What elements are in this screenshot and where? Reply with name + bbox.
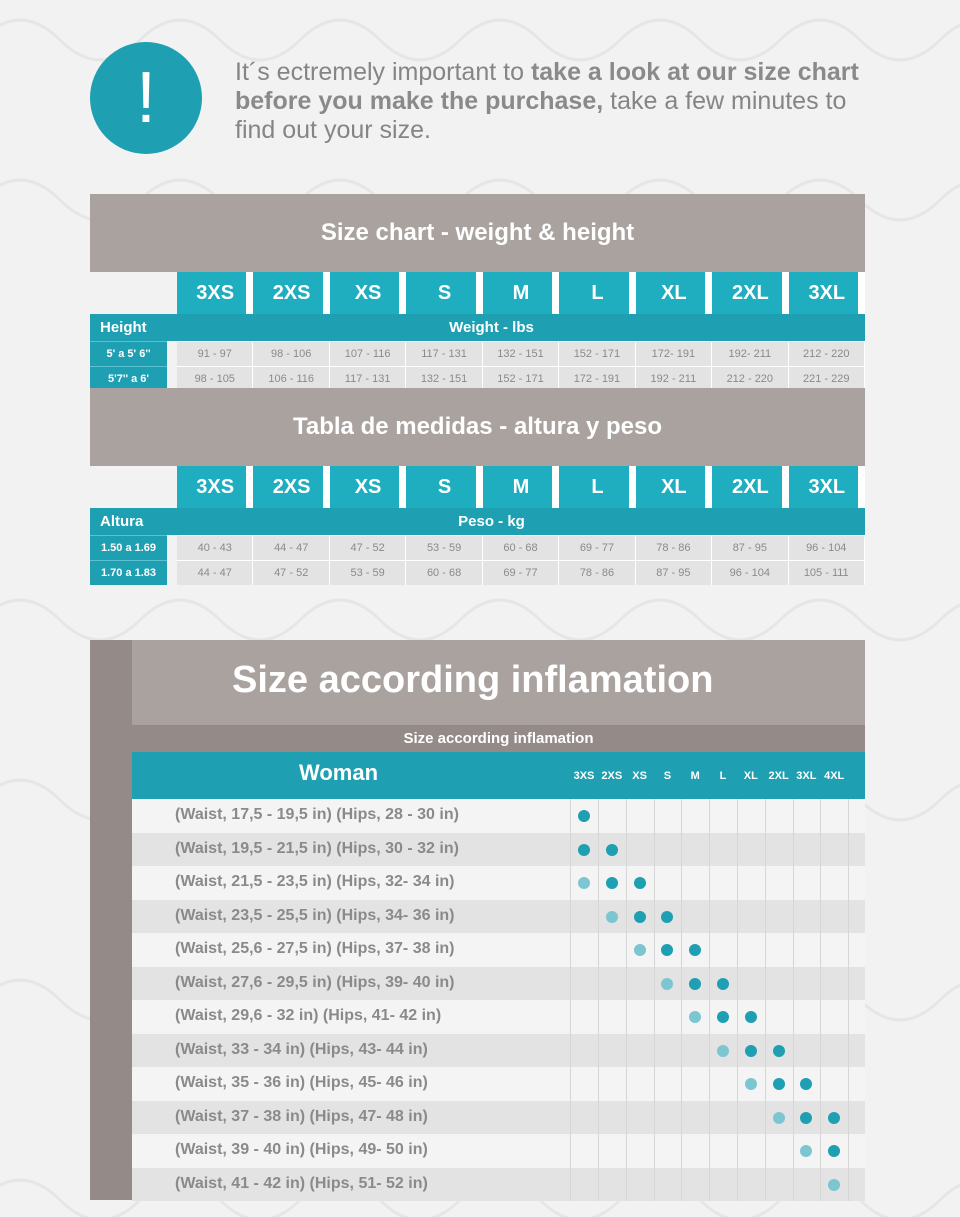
- size-label: 2XS: [253, 466, 329, 508]
- notice-text-bold: take a look at our size chart before you make the purchase,: [235, 58, 859, 115]
- notice-text: [235, 58, 885, 145]
- column-divider: [570, 1168, 571, 1202]
- size-dot: [800, 1145, 812, 1157]
- column-divider: [765, 1067, 766, 1101]
- table-cell: 44 - 47: [177, 560, 253, 585]
- size-dot: [689, 944, 701, 956]
- size-label: XS: [330, 466, 406, 508]
- column-divider: [765, 866, 766, 900]
- column-divider: [598, 799, 599, 833]
- table-row: [132, 799, 865, 833]
- size-dot: [717, 1045, 729, 1057]
- table-cell: 69 - 77: [559, 535, 635, 560]
- column-divider: [598, 833, 599, 867]
- column-divider: [709, 1101, 710, 1135]
- row-header-label: Altura: [100, 513, 144, 530]
- column-divider: [598, 1000, 599, 1034]
- table-cell: 152 - 171: [483, 366, 559, 391]
- column-divider: [737, 833, 738, 867]
- column-divider: [737, 799, 738, 833]
- size-label: 3XL: [789, 466, 865, 508]
- table-row: [90, 535, 865, 560]
- table-row: [132, 833, 865, 867]
- column-divider: [793, 1101, 794, 1135]
- column-divider: [820, 866, 821, 900]
- column-divider: [820, 799, 821, 833]
- table-cell: 98 - 106: [253, 341, 329, 366]
- column-divider: [793, 1000, 794, 1034]
- column-divider: [793, 799, 794, 833]
- column-divider: [848, 833, 849, 867]
- table-cell: 98 - 105: [177, 366, 253, 391]
- size-column-label: 4XL: [824, 770, 845, 782]
- size-chart-imperial: [90, 194, 865, 391]
- column-divider: [570, 1134, 571, 1168]
- column-divider: [681, 1000, 682, 1034]
- column-divider: [737, 933, 738, 967]
- table-cell: 221 - 229: [789, 366, 865, 391]
- table-cell: 132 - 151: [406, 366, 482, 391]
- measurement-label: (Waist, 27,6 - 29,5 in) (Hips, 39- 40 in): [175, 973, 455, 991]
- size-dot: [717, 978, 729, 990]
- column-divider: [737, 1168, 738, 1202]
- column-divider: [681, 833, 682, 867]
- table-cell: 91 - 97: [177, 341, 253, 366]
- column-divider: [737, 967, 738, 1001]
- size-label: 3XS: [177, 272, 253, 314]
- column-divider: [820, 1168, 821, 1202]
- size-dot: [717, 1011, 729, 1023]
- column-divider: [793, 866, 794, 900]
- size-column-label: M: [690, 770, 700, 782]
- column-divider: [737, 866, 738, 900]
- column-divider: [598, 1034, 599, 1068]
- size-chart-metric: [90, 388, 865, 585]
- size-column-label: 3XL: [796, 770, 817, 782]
- column-divider: [654, 1034, 655, 1068]
- size-dot: [800, 1078, 812, 1090]
- column-divider: [626, 866, 627, 900]
- measurement-label: (Waist, 19,5 - 21,5 in) (Hips, 30 - 32 in): [175, 839, 459, 857]
- size-dot: [828, 1112, 840, 1124]
- column-divider: [709, 1000, 710, 1034]
- size-column-label: L: [719, 770, 727, 782]
- column-divider: [570, 1101, 571, 1135]
- column-divider: [848, 1034, 849, 1068]
- measurement-label: (Waist, 21,5 - 23,5 in) (Hips, 32- 34 in): [175, 873, 455, 890]
- notice-text-part2: take a few minutes to find out your size.: [235, 87, 847, 144]
- table-cell: 192- 211: [712, 341, 788, 366]
- column-divider: [570, 866, 571, 900]
- size-label: M: [483, 466, 559, 508]
- column-divider: [570, 900, 571, 934]
- column-divider: [848, 1168, 849, 1202]
- table-cell: 47 - 52: [253, 560, 329, 585]
- table-cell: 107 - 116: [330, 341, 406, 366]
- sub-header-imperial: [90, 314, 865, 341]
- measurement-label: (Waist, 33 - 34 in) (Hips, 43- 44 in): [175, 1040, 428, 1058]
- row-header-label: Height: [100, 319, 147, 336]
- column-divider: [765, 1034, 766, 1068]
- column-divider: [765, 1000, 766, 1034]
- table-row: [132, 1134, 865, 1168]
- inflammation-header: [132, 752, 865, 799]
- exclamation-icon: !: [90, 42, 202, 154]
- size-dot: [634, 911, 646, 923]
- inflammation-side-bar: [90, 640, 132, 1200]
- table-cell: 60 - 68: [483, 535, 559, 560]
- column-divider: [626, 1101, 627, 1135]
- column-divider: [820, 1034, 821, 1068]
- column-divider: [765, 900, 766, 934]
- size-dot: [745, 1078, 757, 1090]
- column-divider: [626, 1067, 627, 1101]
- size-column-label: 2XL: [768, 770, 789, 782]
- column-divider: [709, 833, 710, 867]
- column-divider: [848, 967, 849, 1001]
- column-divider: [820, 900, 821, 934]
- size-label: M: [483, 272, 559, 314]
- column-divider: [681, 1034, 682, 1068]
- chart-title-metric: Tabla de medidas - altura y peso: [90, 388, 865, 466]
- table-cell: 192 - 211: [636, 366, 712, 391]
- table-row: [132, 1034, 865, 1068]
- table-cell: 212 - 220: [712, 366, 788, 391]
- table-cell: 78 - 86: [636, 535, 712, 560]
- unit-header-label: Weight - lbs: [449, 319, 534, 336]
- column-divider: [709, 933, 710, 967]
- row-label: 1.50 a 1.69: [90, 535, 167, 560]
- column-divider: [709, 799, 710, 833]
- column-divider: [598, 967, 599, 1001]
- table-cell: 172 - 191: [559, 366, 635, 391]
- column-divider: [626, 900, 627, 934]
- column-divider: [654, 1067, 655, 1101]
- size-dot: [578, 844, 590, 856]
- table-row: [132, 1067, 865, 1101]
- column-divider: [820, 967, 821, 1001]
- column-divider: [626, 933, 627, 967]
- size-column-label: XS: [632, 770, 647, 782]
- table-row: [132, 866, 865, 900]
- column-divider: [848, 1134, 849, 1168]
- table-row: [90, 341, 865, 366]
- column-divider: [793, 833, 794, 867]
- table-cell: 117 - 131: [330, 366, 406, 391]
- column-divider: [765, 1168, 766, 1202]
- size-column-label: 2XS: [601, 770, 623, 782]
- size-dot: [578, 810, 590, 822]
- size-label: S: [406, 466, 482, 508]
- column-divider: [626, 1000, 627, 1034]
- table-cell: 117 - 131: [406, 341, 482, 366]
- table-row: [132, 933, 865, 967]
- size-label: L: [559, 466, 635, 508]
- column-divider: [793, 933, 794, 967]
- table-cell: 172- 191: [636, 341, 712, 366]
- column-divider: [820, 833, 821, 867]
- table-cell: 69 - 77: [483, 560, 559, 585]
- size-label: 3XS: [177, 466, 253, 508]
- column-divider: [626, 799, 627, 833]
- column-divider: [598, 933, 599, 967]
- column-divider: [681, 1067, 682, 1101]
- size-dot: [745, 1045, 757, 1057]
- column-divider: [598, 1134, 599, 1168]
- column-divider: [793, 1034, 794, 1068]
- size-column-label: XL: [743, 770, 758, 782]
- column-divider: [820, 1134, 821, 1168]
- measurement-label: (Waist, 25,6 - 27,5 in) (Hips, 37- 38 in): [175, 940, 455, 957]
- column-divider: [681, 866, 682, 900]
- column-divider: [793, 967, 794, 1001]
- table-cell: 152 - 171: [559, 341, 635, 366]
- size-dot: [634, 877, 646, 889]
- column-divider: [737, 1034, 738, 1068]
- size-label: 2XS: [253, 272, 329, 314]
- column-divider: [681, 933, 682, 967]
- column-divider: [820, 1000, 821, 1034]
- size-dot: [773, 1112, 785, 1124]
- column-divider: [654, 1000, 655, 1034]
- size-column-label: 3XS: [573, 770, 595, 782]
- column-divider: [848, 799, 849, 833]
- column-divider: [737, 1134, 738, 1168]
- size-label: XS: [330, 272, 406, 314]
- size-label: XL: [636, 272, 712, 314]
- column-divider: [820, 933, 821, 967]
- table-row: [132, 967, 865, 1001]
- size-label: S: [406, 272, 482, 314]
- column-divider: [820, 1067, 821, 1101]
- table-cell: 44 - 47: [253, 535, 329, 560]
- row-label: 5' a 5' 6'': [90, 341, 167, 366]
- column-divider: [570, 1067, 571, 1101]
- column-divider: [709, 1168, 710, 1202]
- column-divider: [765, 1101, 766, 1135]
- column-divider: [681, 967, 682, 1001]
- column-divider: [793, 900, 794, 934]
- size-header-row: [90, 272, 865, 314]
- table-cell: 40 - 43: [177, 535, 253, 560]
- size-dot: [578, 877, 590, 889]
- column-divider: [570, 1034, 571, 1068]
- column-divider: [848, 866, 849, 900]
- column-divider: [848, 1101, 849, 1135]
- table-cell: 96 - 104: [789, 535, 865, 560]
- measurement-label: (Waist, 39 - 40 in) (Hips, 49- 50 in): [175, 1141, 428, 1158]
- column-divider: [598, 1168, 599, 1202]
- size-dot: [661, 944, 673, 956]
- column-divider: [598, 1067, 599, 1101]
- column-divider: [709, 1134, 710, 1168]
- column-divider: [681, 1134, 682, 1168]
- size-dot: [800, 1112, 812, 1124]
- column-divider: [709, 900, 710, 934]
- row-label: 1.70 a 1.83: [90, 560, 167, 585]
- table-cell: 132 - 151: [483, 341, 559, 366]
- size-dot: [773, 1045, 785, 1057]
- table-cell: 96 - 104: [712, 560, 788, 585]
- column-divider: [765, 967, 766, 1001]
- column-divider: [681, 799, 682, 833]
- table-cell: 47 - 52: [330, 535, 406, 560]
- inflammation-subtitle: Size according inflamation: [132, 725, 865, 752]
- table-cell: 87 - 95: [636, 560, 712, 585]
- column-divider: [681, 1101, 682, 1135]
- column-divider: [626, 1168, 627, 1202]
- inflammation-table: [132, 799, 865, 1201]
- column-divider: [793, 1067, 794, 1101]
- column-divider: [737, 1000, 738, 1034]
- size-dot: [773, 1078, 785, 1090]
- table-row: [132, 1101, 865, 1135]
- column-divider: [626, 1034, 627, 1068]
- column-divider: [654, 1134, 655, 1168]
- measurement-label: (Waist, 23,5 - 25,5 in) (Hips, 34- 36 in): [175, 906, 455, 924]
- chart-title-imperial: Size chart - weight & height: [90, 194, 865, 272]
- column-divider: [654, 866, 655, 900]
- column-divider: [626, 833, 627, 867]
- column-divider: [598, 1101, 599, 1135]
- size-dot: [689, 1011, 701, 1023]
- table-cell: 53 - 59: [330, 560, 406, 585]
- woman-label: Woman: [299, 760, 379, 785]
- column-divider: [737, 1067, 738, 1101]
- column-divider: [848, 1000, 849, 1034]
- column-divider: [654, 799, 655, 833]
- size-label: 2XL: [712, 272, 788, 314]
- column-divider: [793, 1134, 794, 1168]
- column-divider: [654, 967, 655, 1001]
- measurement-label: (Waist, 35 - 36 in) (Hips, 45- 46 in): [175, 1074, 428, 1091]
- column-divider: [654, 1168, 655, 1202]
- column-divider: [765, 833, 766, 867]
- table-cell: 106 - 116: [253, 366, 329, 391]
- measurement-label: (Waist, 37 - 38 in) (Hips, 47- 48 in): [175, 1107, 428, 1125]
- size-dot: [689, 978, 701, 990]
- notice-text-part1: It´s ectremely important to: [235, 58, 531, 86]
- column-divider: [598, 866, 599, 900]
- table-row: [90, 560, 865, 585]
- size-dot: [606, 911, 618, 923]
- column-divider: [765, 933, 766, 967]
- column-divider: [765, 799, 766, 833]
- column-divider: [570, 799, 571, 833]
- column-divider: [848, 933, 849, 967]
- column-divider: [793, 1168, 794, 1202]
- column-divider: [626, 1134, 627, 1168]
- table-row: [132, 1168, 865, 1202]
- column-divider: [737, 1101, 738, 1135]
- size-header-row: [90, 466, 865, 508]
- column-divider: [654, 933, 655, 967]
- table-cell: 78 - 86: [559, 560, 635, 585]
- size-dot: [606, 877, 618, 889]
- column-divider: [681, 1168, 682, 1202]
- measurement-label: (Waist, 29,6 - 32 in) (Hips, 41- 42 in): [175, 1007, 442, 1024]
- column-divider: [626, 967, 627, 1001]
- size-label: L: [559, 272, 635, 314]
- column-divider: [654, 833, 655, 867]
- column-divider: [570, 967, 571, 1001]
- table-row: [132, 1000, 865, 1034]
- size-column-label: S: [663, 770, 672, 782]
- column-divider: [848, 900, 849, 934]
- column-divider: [709, 967, 710, 1001]
- column-divider: [709, 1034, 710, 1068]
- sub-header-metric: [90, 508, 865, 535]
- column-divider: [709, 1067, 710, 1101]
- table-cell: 60 - 68: [406, 560, 482, 585]
- table-cell: 212 - 220: [789, 341, 865, 366]
- column-divider: [570, 1000, 571, 1034]
- column-divider: [709, 866, 710, 900]
- size-dot: [634, 944, 646, 956]
- size-label: 3XL: [789, 272, 865, 314]
- column-divider: [820, 1101, 821, 1135]
- column-divider: [737, 900, 738, 934]
- measurement-label: (Waist, 17,5 - 19,5 in) (Hips, 28 - 30 in): [175, 806, 459, 823]
- table-cell: 53 - 59: [406, 535, 482, 560]
- column-divider: [848, 1067, 849, 1101]
- column-divider: [570, 933, 571, 967]
- table-row: [132, 900, 865, 934]
- table-cell: 105 - 111: [789, 560, 865, 585]
- column-divider: [570, 833, 571, 867]
- column-divider: [681, 900, 682, 934]
- size-label: XL: [636, 466, 712, 508]
- inflammation-title: Size according inflamation: [132, 640, 865, 725]
- row-label: 5'7'' a 6': [90, 366, 167, 391]
- size-dot: [661, 978, 673, 990]
- unit-header-label: Peso - kg: [458, 513, 525, 530]
- size-dot: [661, 911, 673, 923]
- column-divider: [654, 1101, 655, 1135]
- size-dot: [606, 844, 618, 856]
- column-divider: [598, 900, 599, 934]
- table-cell: 87 - 95: [712, 535, 788, 560]
- size-dot: [828, 1179, 840, 1191]
- column-divider: [765, 1134, 766, 1168]
- size-dot: [828, 1145, 840, 1157]
- measurement-label: (Waist, 41 - 42 in) (Hips, 51- 52 in): [175, 1174, 428, 1192]
- column-divider: [654, 900, 655, 934]
- size-dot: [745, 1011, 757, 1023]
- size-label: 2XL: [712, 466, 788, 508]
